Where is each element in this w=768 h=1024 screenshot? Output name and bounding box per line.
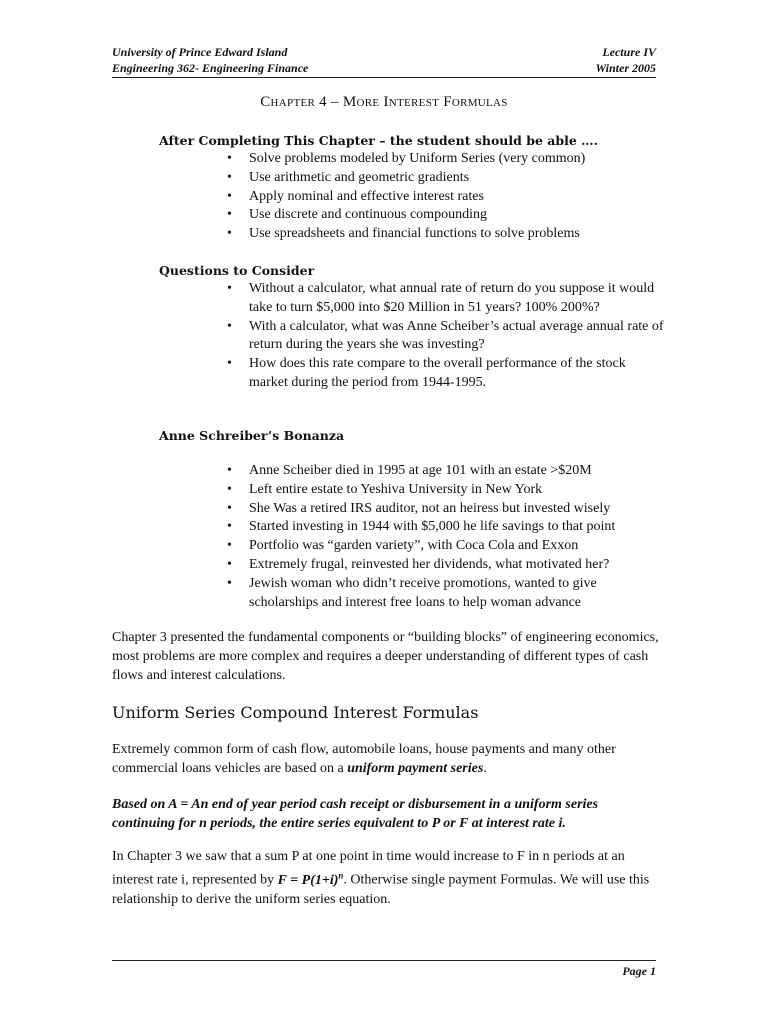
list-item: • With a calculator, what was Anne Scheiber’s actual average annual rate of return during the years she was investing? <box>227 318 667 356</box>
section-heading: Uniform Series Compound Interest Formulas <box>112 703 479 722</box>
derivation-paragraph: In Chapter 3 we saw that a sum P at one point in time would increase to F in n periods at an interest rate i, represented by $F = P(1+i)^n$. Otherwise single payment Formulas. We will use this relationship to derive the uniform series equation. <box>112 849 650 907</box>
university-name: University of Prince Edward Island <box>112 45 288 59</box>
bonanza-list <box>227 462 667 612</box>
list-item: • Use arithmetic and geometric gradients <box>227 169 667 188</box>
list-item: • Use discrete and continuous compounding <box>227 206 667 225</box>
list-item: • Portfolio was “garden variety”, with Coca Cola and Exxon <box>227 537 667 556</box>
list-item: • Extremely frugal, reinvested her dividends, what motivated her? <box>227 556 667 575</box>
list-item: • Solve problems modeled by Uniform Series (very common) <box>227 150 667 169</box>
term: Winter 2005 <box>595 61 656 75</box>
emphasis-text: uniform payment series <box>347 761 484 776</box>
list-item: • Left entire estate to Yeshiva University in New York <box>227 481 667 500</box>
list-item: • Anne Scheiber died in 1995 at age 101 with an estate >$20M <box>227 462 667 481</box>
uniform-series-paragraph: Extremely common form of cash flow, automobile loans, house payments and many other commercial loans vehicles are based on a uniform payment series. <box>112 742 616 776</box>
list-item: • She Was a retired IRS auditor, not an heiress but invested wisely <box>227 500 667 519</box>
lecture-number: Lecture IV <box>602 45 656 59</box>
list-item: • Without a calculator, what annual rate of return do you suppose it would take to turn $5,000 into $20 Million in 51 years? 100% 200%? <box>227 280 667 318</box>
list-item: • Jewish woman who didn’t receive promotions, wanted to give scholarships and interest free loans to help woman advance <box>227 575 667 613</box>
footer-divider <box>112 960 656 961</box>
questions-heading: Questions to Consider <box>159 263 315 278</box>
page-number: Page 1 <box>622 964 656 978</box>
objectives-list <box>227 150 667 244</box>
header-divider <box>112 77 656 78</box>
objectives-heading: After Completing This Chapter – the student should be able …. <box>159 133 599 148</box>
intro-paragraph: Chapter 3 presented the fundamental components or “building blocks” of engineering economics, most problems are more complex and requires a deeper understanding of different types of cash flows and interest calculations. <box>112 630 659 683</box>
page-header <box>112 44 656 76</box>
list-item: • Started investing in 1944 with $5,000 he life savings to that point <box>227 518 667 537</box>
bonanza-heading: Anne Schreiber’s Bonanza <box>159 428 345 443</box>
formula: $F = P(1+i)^n$ <box>277 870 344 888</box>
list-item: • How does this rate compare to the overall performance of the stock market during the period from 1944-1995. <box>227 355 667 393</box>
list-item: • Use spreadsheets and financial functions to solve problems <box>227 225 667 244</box>
questions-list <box>227 280 667 393</box>
course-name: Engineering 362- Engineering Finance <box>112 61 309 75</box>
list-item: • Apply nominal and effective interest rates <box>227 188 667 207</box>
chapter-title: Chapter 4 – More Interest Formulas <box>260 94 508 110</box>
definition-paragraph: Based on A = An end of year period cash receipt or disbursement in a uniform series continuing for n periods, the entire series equivalent to P or F at interest rate i. <box>112 797 599 831</box>
